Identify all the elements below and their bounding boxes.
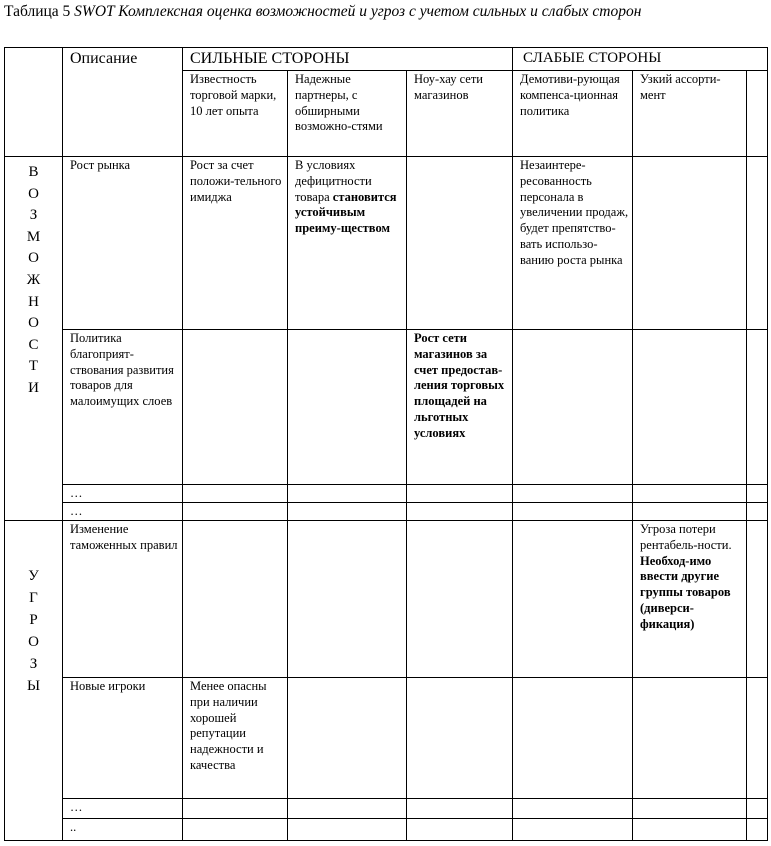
opportunities-letter: Т <box>28 358 39 375</box>
threats-letter: Г <box>29 590 38 606</box>
strengths-header: СИЛЬНЫЕ СТОРОНЫ <box>183 48 513 71</box>
cell-new-players-brand: Менее опасны при наличии хорошей репутации надежности и качества <box>183 678 288 799</box>
empty-cell <box>407 157 513 330</box>
threats-label <box>5 521 63 841</box>
caption-text: SWOT Комплексная оценка возможностей и угроз с учетом сильных и слабых сторон <box>74 3 642 20</box>
strength-knowhow: Ноу-хау сети магазинов <box>407 71 513 157</box>
empty-cell <box>288 485 407 503</box>
threats-letter: У <box>28 568 39 584</box>
dots-cell: … <box>63 799 183 819</box>
opportunities-letter: И <box>28 379 39 396</box>
dots-cell: .. <box>63 819 183 841</box>
empty-cell <box>633 678 747 799</box>
empty-cell <box>513 799 633 819</box>
opportunities-letter: С <box>28 336 39 353</box>
empty-cell <box>747 521 768 678</box>
row-label-customs: Изменение таможенных правил <box>63 521 183 678</box>
empty-cell <box>633 819 747 841</box>
weakness-demotivating: Демотиви-рующая компенса-ционная политика <box>513 71 633 157</box>
empty-cell <box>633 330 747 485</box>
weaknesses-header: СЛАБЫЕ СТОРОНЫ <box>513 48 768 71</box>
cell-policy-knowhow: Рост сети магазинов за счет предостав-ления торговых площадей на льготных условиях <box>407 330 513 485</box>
cell-market-partners <box>288 157 407 330</box>
empty-cell <box>513 485 633 503</box>
empty-cell <box>513 819 633 841</box>
empty-cell <box>747 799 768 819</box>
row-dots <box>5 819 768 841</box>
empty-cell <box>407 521 513 678</box>
row-new-players <box>5 678 768 799</box>
empty-cell <box>183 819 288 841</box>
cell-market-partners-bold: становится устойчивым преиму-ществом <box>295 189 397 236</box>
dots-cell: … <box>63 503 183 521</box>
row-label-policy: Политика благоприят-ствования развития товаров для малоимущих слоев <box>63 330 183 485</box>
opportunities-letter: О <box>28 250 39 267</box>
empty-cell <box>747 503 768 521</box>
row-label-new-players: Новые игроки <box>63 678 183 799</box>
opportunities-label <box>5 157 63 521</box>
row-policy <box>5 330 768 485</box>
opportunities-letter: В <box>28 164 39 180</box>
empty-cell <box>288 678 407 799</box>
empty-cell <box>183 330 288 485</box>
cell-customs-narrow-bold: Необход-имо ввести другие группы товаров (диверси-фикация) <box>640 553 731 631</box>
swot-table <box>4 47 768 841</box>
empty-cell <box>747 678 768 799</box>
empty-cell <box>288 503 407 521</box>
empty-cell <box>747 71 768 157</box>
threats-letter: О <box>28 634 39 650</box>
cell-customs-narrow-text: Угроза потери рентабель-ности. <box>640 522 732 552</box>
empty-cell <box>513 330 633 485</box>
threats-letter: Ы <box>26 678 41 694</box>
row-customs <box>5 521 768 678</box>
empty-cell <box>513 503 633 521</box>
row-dots <box>5 799 768 819</box>
empty-cell <box>183 799 288 819</box>
empty-cell <box>747 485 768 503</box>
empty-cell <box>407 503 513 521</box>
strength-partners: Надежные партнеры, с обширными возможно-стями <box>288 71 407 157</box>
caption-label: Таблица 5 <box>4 3 71 20</box>
empty-cell <box>288 521 407 678</box>
empty-cell <box>633 503 747 521</box>
empty-cell <box>633 157 747 330</box>
empty-cell <box>747 819 768 841</box>
row-label-market-growth: Рост рынка <box>63 157 183 330</box>
cell-market-partners-text: В условиях дефицитности товара <box>295 158 372 204</box>
row-market-growth <box>5 157 768 330</box>
dots-cell: … <box>63 485 183 503</box>
empty-cell <box>183 485 288 503</box>
empty-cell <box>407 678 513 799</box>
opportunities-letter: О <box>28 315 39 332</box>
header-row-main <box>5 48 768 71</box>
empty-cell <box>513 678 633 799</box>
opportunities-letter: З <box>29 207 38 224</box>
cell-market-brand: Рост за счет положи-тельного имиджа <box>183 157 288 330</box>
empty-cell <box>288 819 407 841</box>
empty-cell <box>407 819 513 841</box>
empty-cell <box>288 330 407 485</box>
opportunities-letter: М <box>26 228 41 245</box>
row-dots <box>5 485 768 503</box>
opportunities-letter: О <box>28 185 39 202</box>
empty-cell <box>183 521 288 678</box>
empty-cell <box>633 799 747 819</box>
empty-cell <box>747 330 768 485</box>
empty-cell <box>407 485 513 503</box>
cell-customs-narrow <box>633 521 747 678</box>
empty-cell <box>513 521 633 678</box>
row-dots <box>5 503 768 521</box>
empty-cell <box>288 799 407 819</box>
opportunities-letter: Ж <box>26 271 41 288</box>
empty-cell <box>747 157 768 330</box>
table-caption <box>4 2 769 22</box>
empty-cell <box>633 485 747 503</box>
threats-letter: З <box>29 656 38 672</box>
strength-brand: Известность торговой марки, 10 лет опыта <box>183 71 288 157</box>
description-header: Описание <box>63 48 183 157</box>
empty-cell <box>407 799 513 819</box>
weakness-narrow: Узкий ассорти-мент <box>633 71 747 157</box>
cell-market-demotiv: Незаинтере-ресованность персонала в увеличении продаж, будет препятство-вать использо-ванию роста рынка <box>513 157 633 330</box>
opportunities-letter: Н <box>28 293 39 310</box>
corner-cell <box>5 48 63 157</box>
threats-letter: Р <box>29 612 38 628</box>
empty-cell <box>183 503 288 521</box>
